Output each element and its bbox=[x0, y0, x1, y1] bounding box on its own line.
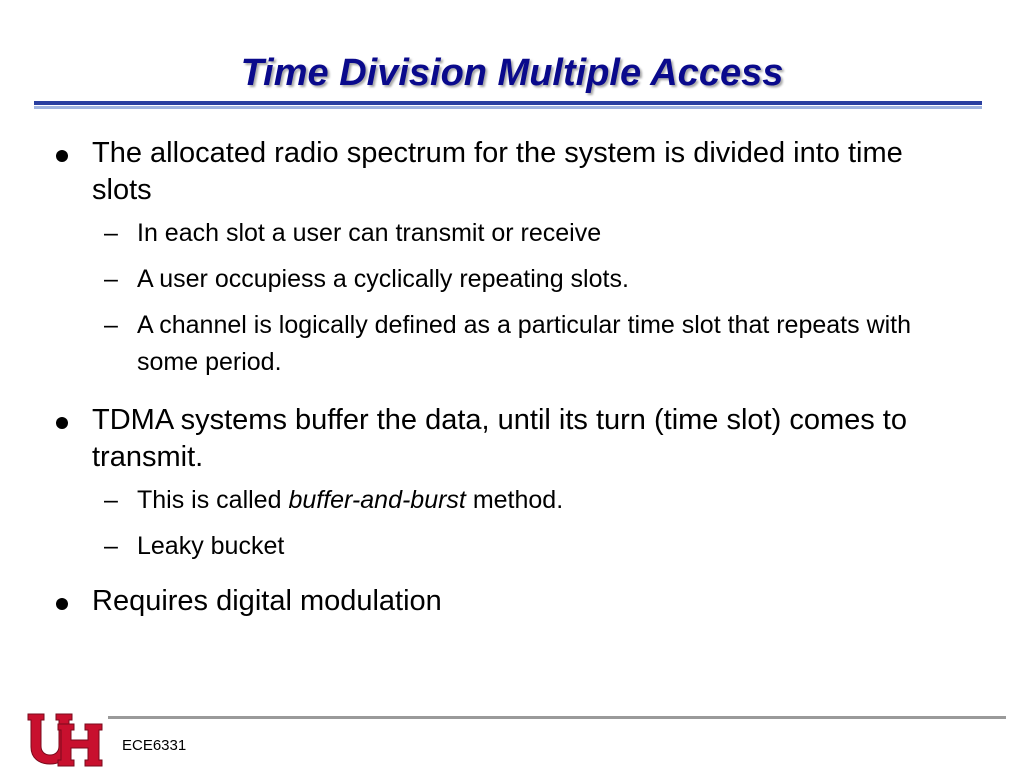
slide-body bbox=[52, 135, 952, 620]
sub-bullet-text: A user occupiess a cyclically repeating slots. bbox=[137, 265, 629, 293]
sub-bullet-list bbox=[52, 482, 952, 565]
sub-bullet-item bbox=[52, 215, 952, 252]
footer-divider bbox=[108, 716, 1006, 719]
bullet-text: Requires digital modulation bbox=[92, 585, 442, 617]
bullet-text: The allocated radio spectrum for the system is divided into time slots bbox=[92, 137, 903, 206]
title-underline-dark bbox=[34, 101, 982, 105]
sub-bullet-text: In each slot a user can transmit or receive bbox=[137, 219, 602, 247]
bullet-item bbox=[52, 583, 952, 620]
uh-logo-icon bbox=[26, 712, 104, 768]
sub-bullet-text-after: method. bbox=[465, 486, 564, 514]
sub-bullet-dash-icon: – bbox=[104, 311, 118, 339]
footer-course-code: ECE6331 bbox=[122, 737, 187, 754]
sub-bullet-text: Leaky bucket bbox=[137, 532, 285, 560]
title-underline bbox=[34, 101, 982, 110]
slide-title: Time Division Multiple Access bbox=[240, 52, 784, 94]
bullet-text: TDMA systems buffer the data, until its turn (time slot) comes to transmit. bbox=[92, 404, 907, 473]
sub-bullet-text-before: This is called bbox=[137, 486, 289, 514]
bullet-item bbox=[52, 402, 952, 476]
sub-bullet-dash-icon: – bbox=[104, 265, 118, 293]
sub-bullet-dash-icon: – bbox=[104, 532, 118, 560]
bullet-dot-icon bbox=[56, 417, 68, 429]
bullet-dot-icon bbox=[56, 598, 68, 610]
sub-bullet-dash-icon: – bbox=[104, 486, 118, 514]
sub-bullet-text: A channel is logically defined as a particular time slot that repeats with some period. bbox=[137, 311, 912, 376]
bullet-item bbox=[52, 135, 952, 209]
sub-bullet-emphasis: buffer-and-burst bbox=[288, 486, 466, 514]
title-underline-light bbox=[34, 106, 982, 109]
sub-bullet-item bbox=[52, 261, 952, 298]
bullet-dot-icon bbox=[56, 150, 68, 162]
sub-bullet-dash-icon: – bbox=[104, 219, 118, 247]
sub-bullet-item bbox=[52, 528, 952, 565]
sub-bullet-list bbox=[52, 215, 952, 381]
sub-bullet-item bbox=[52, 482, 952, 519]
sub-bullet-item bbox=[52, 307, 952, 381]
